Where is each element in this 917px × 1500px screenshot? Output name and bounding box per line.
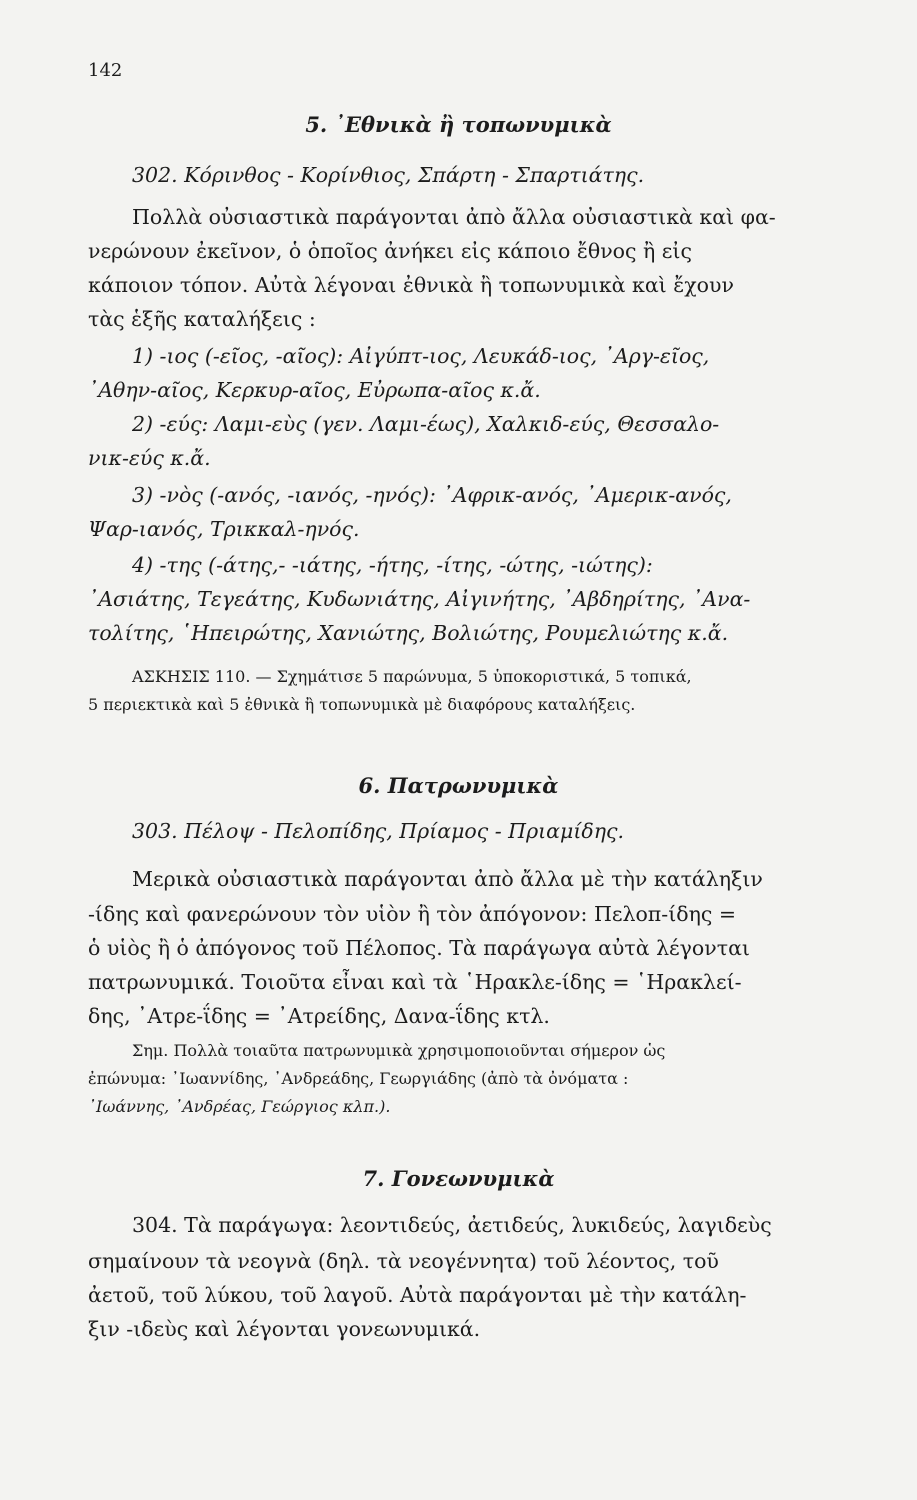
section-6-heading: 6. Πατρωνυμικὰ [358, 773, 559, 798]
text-line: ᾿Αθην-αῖος, Κερκυρ-αῖος, Εὐρωπα-αῖος κ.ἄ. [88, 378, 541, 402]
exercise-110: ΑΣΚΗΣΙΣ 110. — Σχημάτισε 5 παρώνυμα, 5 ὑποκοριστικά, 5 τοπικά, [132, 667, 692, 686]
text-line: ξιν -ιδεὺς καὶ λέγονται γονεωνυμικά. [88, 1317, 481, 1341]
text-line: κάποιον τόπον. Αὐτὰ λέγοναι ἐθνικὰ ἢ τοπωνυμικὰ καὶ ἔχουν [88, 273, 734, 297]
text-line: Ψαρ-ιανός, Τρικκαλ-ηνός. [88, 517, 360, 541]
paragraph-304: 304. Τὰ παράγωγα: λεοντιδεύς, ἀετιδεύς, λυκιδεύς, λαγιδεὺς [132, 1213, 772, 1237]
suffix-list-item: 1) -ιος (-εῖος, -αῖος): Αἰγύπτ-ιος, Λευκάδ-ιος, ᾿Αργ-εῖος, [132, 344, 710, 368]
suffix-list-item: 3) -νὸς (-ανός, -ιανός, -ηνός): ᾿Αφρικ-ανός, ᾿Αμερικ-ανός, [132, 483, 732, 507]
paragraph-302-title: 302. Κόρινθος - Κορίνθιος, Σπάρτη - Σπαρτιάτης. [132, 163, 645, 187]
text-line: ἀετοῦ, τοῦ λύκου, τοῦ λαγοῦ. Αὐτὰ παράγονται μὲ τὴν κατάλη- [88, 1283, 747, 1307]
page-number: 142 [88, 60, 123, 81]
note-text: ᾿Ιωάννης, ᾿Ανδρέας, Γεώργιος κλπ.). [88, 1097, 391, 1116]
text-line: τὰς ἑξῆς καταλήξεις : [88, 307, 316, 331]
text-line: τολίτης, ῾Ηπειρώτης, Χανιώτης, Βολιώτης, Ρουμελιώτης κ.ἄ. [88, 621, 729, 645]
text-line: νικ-εύς κ.ἄ. [88, 446, 211, 470]
text-line: νερώνουν ἐκεῖνον, ὁ ὁποῖος ἀνήκει εἰς κάποιο ἔθνος ἢ εἰς [88, 239, 692, 263]
section-7-heading: 7. Γονεωνυμικὰ [362, 1166, 555, 1191]
text-line: ᾿Ασιάτης, Τεγεάτης, Κυδωνιάτης, Αἰγινήτης, ᾿Αβδηρίτης, ᾿Ανα- [88, 587, 751, 611]
text-line: -ίδης καὶ φανερώνουν τὸν υἱὸν ἢ τὸν ἀπόγονον: Πελοπ-ίδης = [88, 902, 737, 926]
note-text: Σημ. Πολλὰ τοιαῦτα πατρωνυμικὰ χρησιμοποιοῦνται σήμερον ὡς [132, 1041, 666, 1060]
suffix-list-item: 2) -εύς: Λαμι-εὺς (γεν. Λαμι-έως), Χαλκιδ-εύς, Θεσσαλο- [132, 412, 720, 436]
note-text: ἐπώνυμα: ᾿Ιωαννίδης, ᾿Ανδρεάδης, Γεωργιάδης (ἀπὸ τὰ ὀνόματα : [88, 1069, 629, 1088]
text-line: σημαίνουν τὰ νεογνὰ (δηλ. τὰ νεογέννητα) τοῦ λέοντος, τοῦ [88, 1249, 719, 1273]
text-line: Πολλὰ οὐσιαστικὰ παράγονται ἀπὸ ἄλλα οὐσιαστικὰ καὶ φα- [132, 205, 776, 229]
text-line: δης, ᾿Ατρε-ΐδης = ᾿Ατρείδης, Δανα-ΐδης κτλ. [88, 1004, 550, 1028]
section-5-heading: 5. ᾿Εθνικὰ ἢ τοπωνυμικὰ [305, 112, 612, 137]
suffix-list-item: 4) -της (-άτης,- -ιάτης, -ήτης, -ίτης, -ώτης, -ιώτης): [132, 553, 653, 577]
paragraph-303-title: 303. Πέλοψ - Πελοπίδης, Πρίαμος - Πριαμίδης. [132, 819, 624, 843]
text-line: Μερικὰ οὐσιαστικὰ παράγονται ἀπὸ ἄλλα μὲ τὴν κατάληξιν [132, 867, 763, 891]
exercise-110-cont: 5 περιεκτικὰ καὶ 5 ἐθνικὰ ἢ τοπωνυμικὰ μὲ διαφόρους καταλήξεις. [88, 695, 636, 714]
text-line: πατρωνυμικά. Τοιοῦτα εἶναι καὶ τὰ ῾Ηρακλε-ίδης = ῾Ηρακλεί- [88, 970, 742, 994]
text-line: ὁ υἱὸς ἢ ὁ ἀπόγονος τοῦ Πέλοπος. Τὰ παράγωγα αὐτὰ λέγονται [88, 936, 750, 960]
